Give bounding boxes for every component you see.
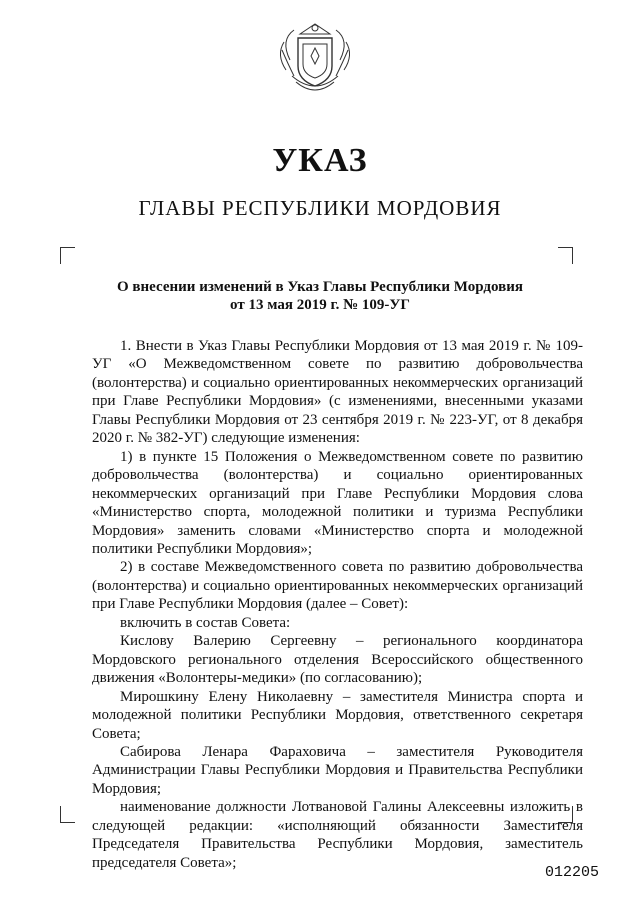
coat-of-arms-emblem	[270, 20, 360, 98]
body-paragraph: 2) в составе Межведомственного совета по развитию добровольчества (волонтерства) и социально ориентированных некоммерческих организаций при Главе Республики Мордовия (далее – Совет):	[92, 559, 583, 613]
decree-title: УКАЗ	[272, 142, 368, 179]
body-paragraph: Сабирова Ленара Фараховича – заместителя Руководителя Администрации Главы Республики Мордовия и Правительства Республики Мордовия;	[92, 743, 583, 797]
body-paragraph: наименование должности Лотвановой Галины Алексеевны изложить в следующей редакции: «исполняющий обязанности Заместителя Председателя Правительства Республики Мордовия, заместитель председателя Совета»;	[92, 799, 583, 871]
body-paragraph: Мирошкину Елену Николаевну – заместителя Министра спорта и молодежной политики Республики Мордовия, ответственного секретаря Совета;	[92, 688, 583, 742]
decree-heading	[80, 278, 560, 314]
heading-line-2: от 13 мая 2019 г. № 109-УГ	[230, 297, 410, 313]
corner-mark-bottom-left	[60, 806, 75, 823]
decree-body	[92, 337, 583, 872]
body-paragraph: 1) в пункте 15 Положения о Межведомственном совете по развитию добровольчества (волонтерства) и социально ориентированных некоммерческих организаций при Главе Республики Мордовия слова «Министерство спорта, молодежной политики и туризма Республики Мордовия» заменить словами «Министерство спорта и молодежной политики Республики Мордовия»;	[92, 448, 583, 557]
corner-mark-top-left	[60, 247, 75, 264]
document-number: 012205	[545, 864, 600, 881]
heading-line-1: О внесении изменений в Указ Главы Республики Мордовия	[117, 279, 523, 295]
body-paragraph: Кислову Валерию Сергеевну – регионального координатора Мордовского регионального отделения Всероссийского общественного движения «Волонтеры-медики» (по согласованию);	[92, 633, 583, 687]
corner-mark-top-right	[558, 247, 573, 264]
decree-issuer: ГЛАВЫ РЕСПУБЛИКИ МОРДОВИЯ	[138, 196, 502, 220]
body-paragraph: включить в состав Совета:	[120, 614, 291, 631]
body-paragraph: 1. Внести в Указ Главы Республики Мордовия от 13 мая 2019 г. № 109-УГ «О Межведомственном совете по развитию добровольчества (волонтерства) и социально ориентированных некоммерческих организаций при Главе Республики Мордовия» (с изменениями, внесенными указами Главы Республики Мордовия от 23 сентября 2019 г. № 223-УГ, от 8 декабря 2020 г. № 382-УГ) следующие изменения:	[92, 338, 583, 447]
